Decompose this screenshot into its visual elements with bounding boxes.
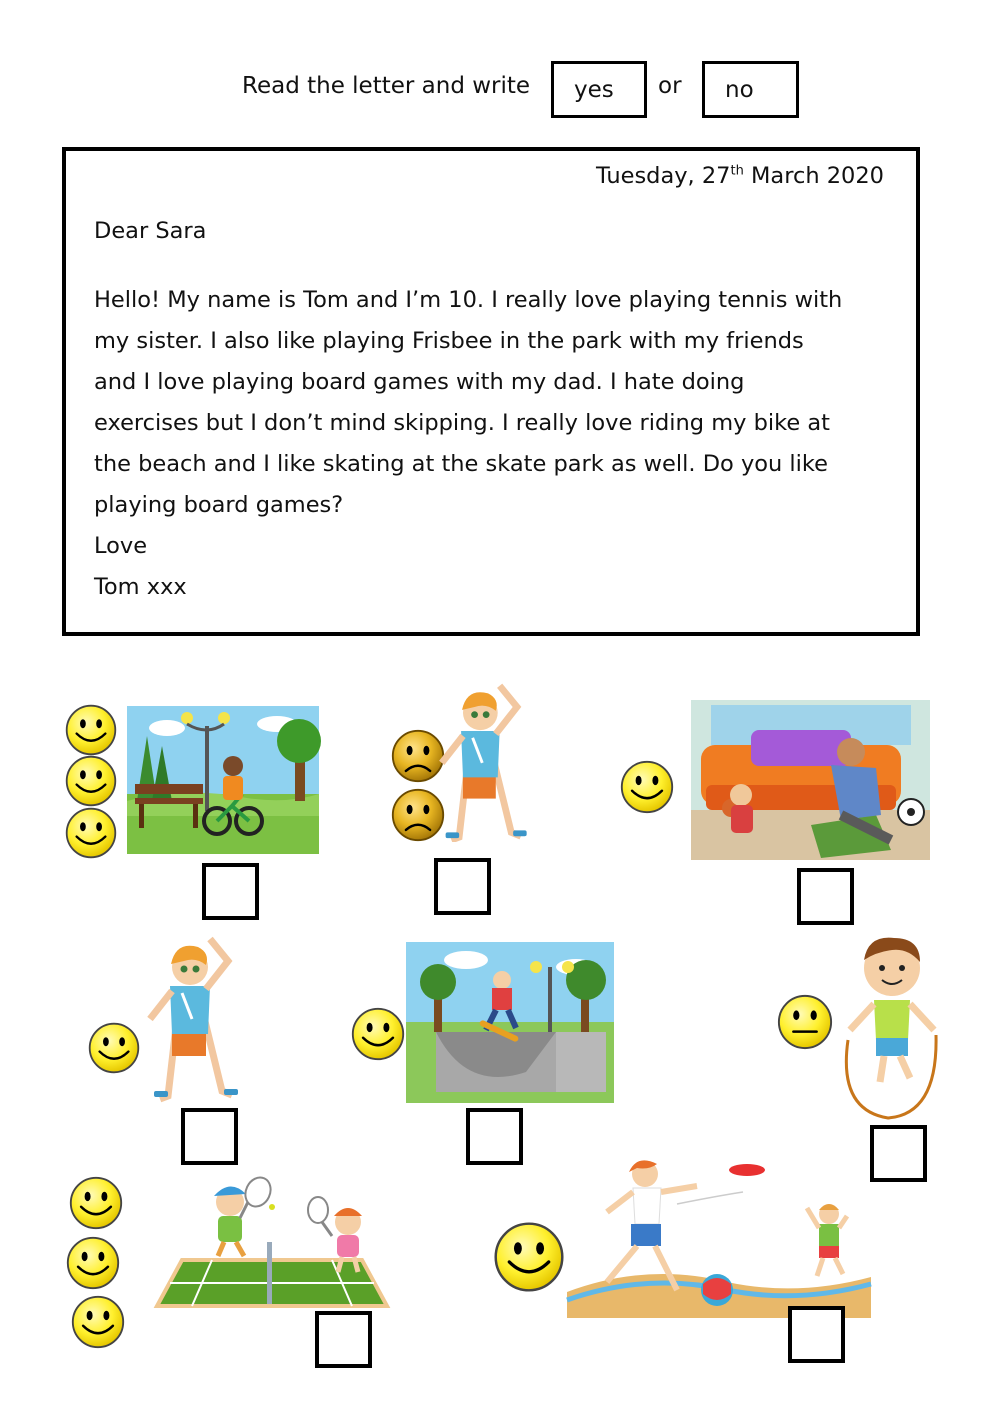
letter-closing: Love <box>94 533 148 559</box>
answer-box[interactable] <box>870 1125 927 1182</box>
letter-body-line: exercises but I don’t mind skipping. I really love riding my bike at <box>94 410 830 436</box>
letter-box <box>62 147 920 636</box>
letter-body-line: my sister. I also like playing Frisbee in the park with my friends <box>94 328 804 354</box>
happy-face-icon <box>68 1294 128 1350</box>
happy-face-icon <box>61 754 121 808</box>
answer-box[interactable] <box>788 1306 845 1363</box>
letter-date <box>596 163 884 189</box>
date-ordinal: th <box>730 163 744 179</box>
date-day: Tuesday, 27 <box>596 163 731 189</box>
letter-greeting: Dear Sara <box>94 218 207 244</box>
board-games-picture <box>691 700 930 860</box>
answer-box[interactable] <box>181 1108 238 1165</box>
letter-body-line: the beach and I like skating at the skate park as well. Do you like <box>94 451 829 477</box>
exercise-picture <box>430 678 550 842</box>
letter-body-line: Hello! My name is Tom and I’m 10. I really love playing tennis with <box>94 287 843 313</box>
exercise-picture <box>140 922 260 1110</box>
no-key-box: no <box>702 61 799 118</box>
answer-box[interactable] <box>797 868 854 925</box>
happy-face-icon <box>348 1006 408 1062</box>
letter-signature: Tom xxx <box>94 574 187 600</box>
or-text: or <box>658 73 682 99</box>
happy-face-icon <box>617 759 677 815</box>
happy-face-icon <box>84 1021 144 1075</box>
answer-box[interactable] <box>315 1311 372 1368</box>
yes-key-box: yes <box>551 61 647 118</box>
happy-face-icon <box>61 703 121 757</box>
letter-body-line: playing board games? <box>94 492 344 518</box>
answer-box[interactable] <box>434 858 491 915</box>
bike-in-park-picture <box>127 706 319 854</box>
neutral-face-icon <box>773 993 837 1051</box>
skipping-picture <box>838 930 946 1124</box>
answer-box[interactable] <box>202 863 259 920</box>
tennis-picture <box>152 1172 392 1308</box>
happy-face-icon <box>66 1175 126 1231</box>
happy-face-icon <box>61 806 121 860</box>
happy-face-icon <box>491 1220 567 1294</box>
happy-face-icon <box>63 1235 123 1291</box>
frisbee-beach-picture <box>567 1152 871 1318</box>
date-month-year: March 2020 <box>743 163 884 189</box>
letter-body-line: and I love playing board games with my dad. I hate doing <box>94 369 745 395</box>
answer-box[interactable] <box>466 1108 523 1165</box>
skate-park-picture <box>406 942 614 1103</box>
instruction-text: Read the letter and write <box>242 73 531 99</box>
